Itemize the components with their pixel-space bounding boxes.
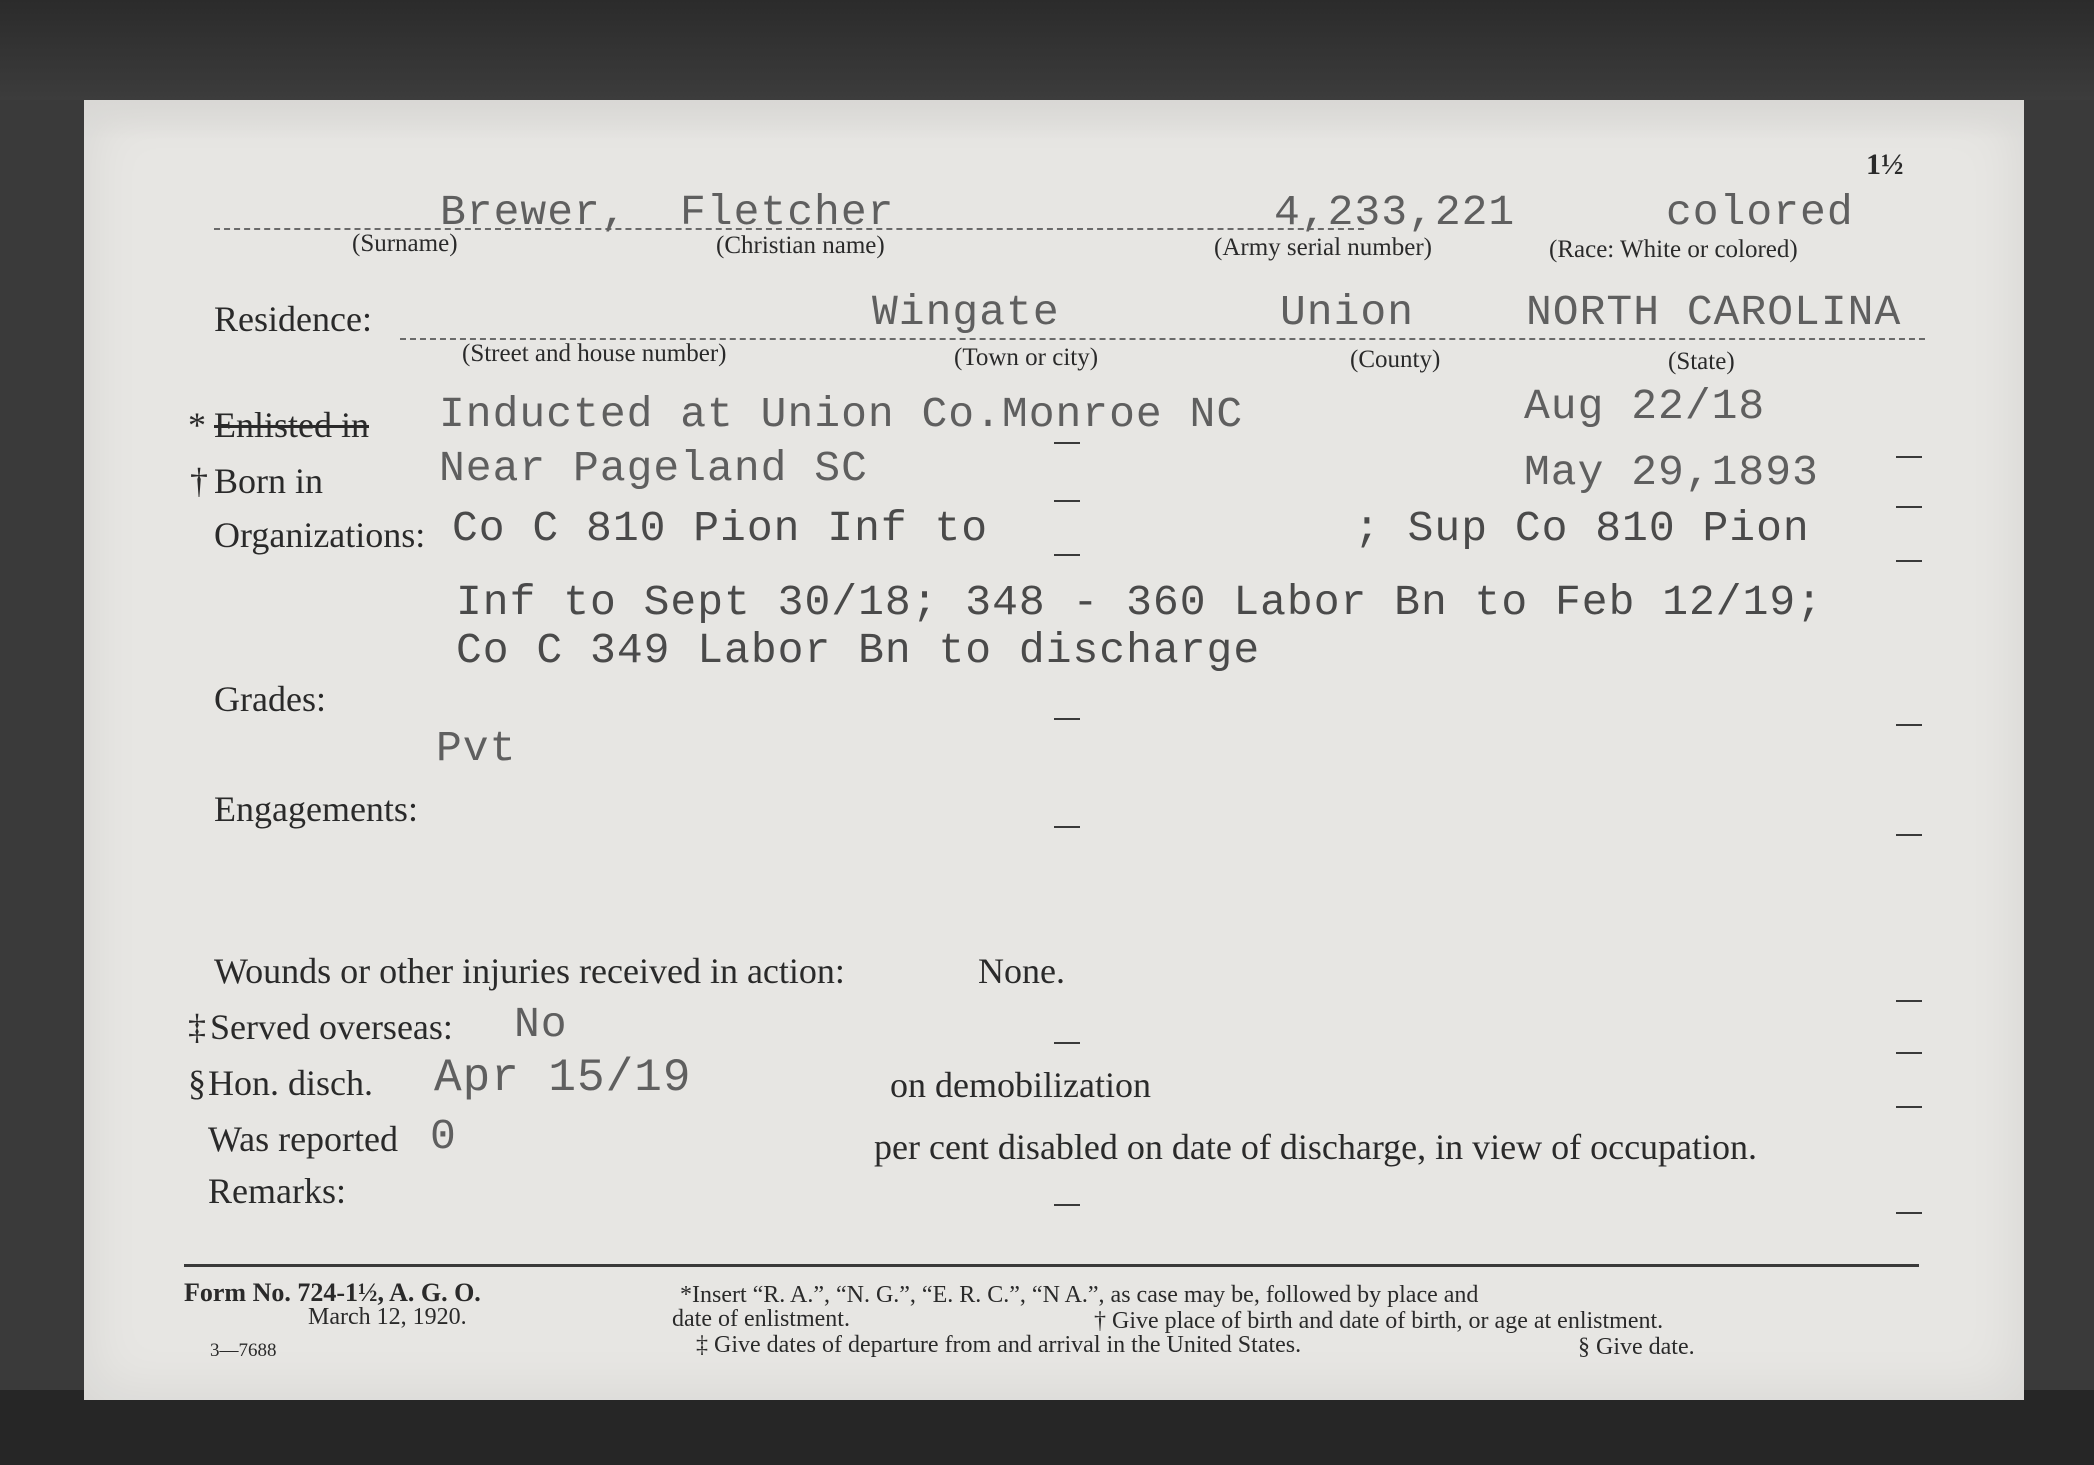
corner-mark: 1½: [1866, 148, 1904, 181]
residence-town-value: Wingate: [872, 288, 1060, 337]
tick-mark: [1054, 554, 1080, 556]
tick-mark: [1896, 456, 1922, 458]
christian-name-caption: (Christian name): [716, 232, 885, 259]
town-caption: (Town or city): [954, 344, 1099, 371]
grades-value: Pvt: [436, 724, 517, 773]
tick-mark: [1896, 834, 1922, 836]
born-value: Near Pageland SC: [439, 444, 868, 493]
remarks-label: Remarks:: [208, 1171, 346, 1211]
discharge-date: Apr 15/19: [434, 1052, 692, 1104]
footnote-insert-line1: *Insert “R. A.”, “N. G.”, “E. R. C.”, “N A.”, as case may be, followed by place and: [680, 1282, 1479, 1308]
overseas-mark: ‡: [188, 1007, 206, 1047]
residence-county-value: Union: [1280, 288, 1415, 337]
grades-label: Grades:: [214, 679, 326, 719]
born-mark: †: [190, 461, 208, 501]
enlisted-value: Inducted at Union Co.Monroe NC: [439, 390, 1244, 439]
overseas-label: Served overseas:: [210, 1007, 453, 1047]
reported-label: Was reported: [208, 1119, 399, 1159]
born-date: May 29,1893: [1524, 448, 1819, 497]
serial-number-value: 4,233,221: [1274, 188, 1516, 237]
serial-number-caption: (Army serial number): [1214, 234, 1432, 261]
tick-mark: [1896, 1000, 1922, 1002]
tick-mark: [1054, 442, 1080, 444]
footer-rule: [184, 1264, 1919, 1267]
residence-state-value: NORTH CAROLINA: [1526, 288, 1902, 337]
organizations-line3: Co C 349 Labor Bn to discharge: [456, 626, 1261, 675]
tick-mark: [1054, 718, 1080, 720]
organizations-line1-right: ; Sup Co 810 Pion: [1354, 504, 1810, 553]
footnote-overseas: ‡ Give dates of departure from and arrival in the United States.: [696, 1332, 1302, 1358]
tick-mark: [1896, 1212, 1922, 1214]
wounds-value: None.: [978, 951, 1065, 991]
race-value: colored: [1666, 188, 1854, 237]
street-caption: (Street and house number): [462, 340, 727, 367]
discharge-label: Hon. disch.: [208, 1063, 373, 1103]
reported-value: 0: [430, 1112, 457, 1161]
tick-mark: [1896, 1106, 1922, 1108]
footnote-insert-line2: date of enlistment.: [672, 1306, 850, 1332]
state-caption: (State): [1668, 348, 1735, 375]
tick-mark: [1054, 1204, 1080, 1206]
residence-label: Residence:: [214, 299, 372, 339]
overseas-value: No: [514, 1000, 568, 1049]
scan-background-top: [0, 0, 2094, 100]
scan-background-bottom: [0, 1390, 2094, 1465]
footnote-birth: † Give place of birth and date of birth, or age at enlistment.: [1094, 1308, 1664, 1334]
county-caption: (County): [1350, 346, 1441, 373]
tick-mark: [1896, 1052, 1922, 1054]
christian-name-value: Fletcher: [680, 188, 895, 237]
discharge-text: on demobilization: [890, 1065, 1151, 1105]
organizations-line2: Inf to Sept 30/18; 348 - 360 Labor Bn to Feb 12/19;: [456, 578, 1824, 627]
surname-caption: (Surname): [352, 230, 458, 257]
wounds-label: Wounds or other injuries received in action:: [214, 951, 845, 991]
surname-value: Brewer,: [440, 188, 628, 237]
enlisted-mark: *: [188, 405, 206, 445]
organizations-label: Organizations:: [214, 515, 426, 555]
tick-mark: [1054, 1042, 1080, 1044]
enlisted-label: Enlisted in: [214, 405, 369, 445]
born-label: Born in: [214, 461, 324, 501]
enlisted-date: Aug 22/18: [1524, 382, 1766, 431]
discharge-mark: §: [188, 1063, 206, 1103]
reported-text: per cent disabled on date of discharge, in view of occupation.: [874, 1127, 1758, 1167]
tick-mark: [1054, 826, 1080, 828]
race-caption: (Race: White or colored): [1549, 236, 1798, 263]
print-code: 3—7688: [210, 1340, 277, 1361]
tick-mark: [1896, 506, 1922, 508]
form-date: March 12, 1920.: [308, 1304, 467, 1330]
organizations-line1-left: Co C 810 Pion Inf to: [452, 504, 989, 553]
engagements-label: Engagements:: [214, 789, 418, 829]
form-number: Form No. 724-1½, A. G. O.: [184, 1278, 481, 1307]
service-record-card: [84, 100, 2024, 1400]
tick-mark: [1054, 500, 1080, 502]
tick-mark: [1896, 724, 1922, 726]
footnote-discharge: § Give date.: [1578, 1334, 1695, 1360]
tick-mark: [1896, 560, 1922, 562]
